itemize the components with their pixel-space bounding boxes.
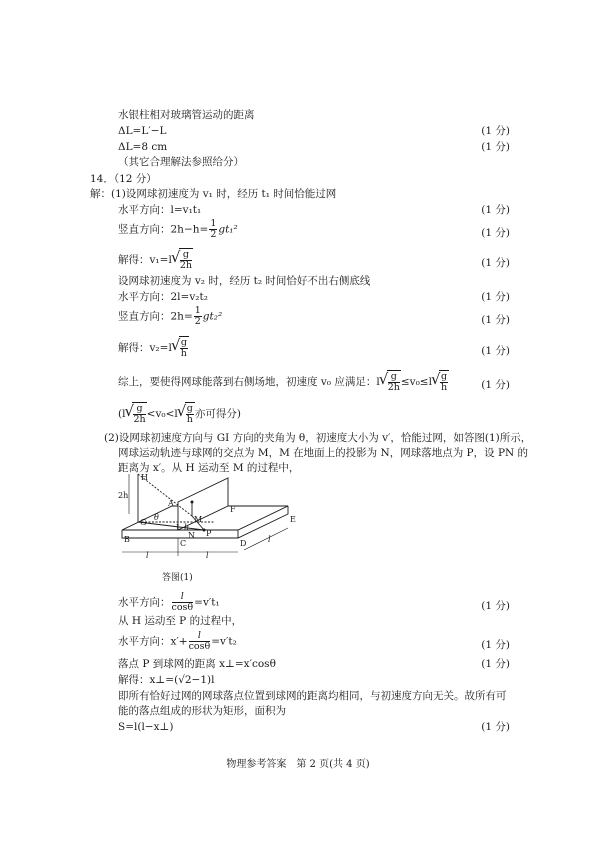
equation-line: 竖直方向：2h−h= $\frac{1}{2}$ gt₁² xyxy=(118,218,238,240)
label-A: A xyxy=(168,499,174,508)
label-D: D xyxy=(240,539,247,548)
label-C: C xyxy=(180,539,187,548)
figure-caption: 答图(1) xyxy=(162,573,193,583)
note-line: (l √ $\frac{g}{2h}$ <v₀<l √ $\frac{g}{h}$ 亦可得分) xyxy=(118,402,241,426)
label-G: G xyxy=(140,518,147,527)
score-mark: (1 分) xyxy=(481,204,510,216)
equation-line: 竖直方向：2h= $\frac{1}{2}$ gt₂² xyxy=(118,305,223,327)
label-H: H xyxy=(141,473,148,482)
equation-line: 水平方向：l=v₁t₁ xyxy=(118,204,202,216)
text-line: 从 H 运动至 P 的过程中， xyxy=(118,615,243,627)
label-M: M xyxy=(194,515,203,524)
equation-line: 水平方向： $\frac{l}{\cos\theta}$ =v′t₁ xyxy=(118,591,220,613)
page-footer: 物理参考答案 第 2 页(共 4 页) xyxy=(226,759,370,770)
fraction: $\frac{1}{2}$ xyxy=(210,218,217,240)
text-line: 水银柱相对玻璃管运动的距离 xyxy=(118,109,255,121)
equation-line: 落点 P 到球网的距离 x⊥=x′cosθ xyxy=(118,658,276,670)
label-l: l xyxy=(206,551,209,560)
equation-line: S=l(l−x⊥) xyxy=(118,721,174,733)
score-mark: (1 分) xyxy=(481,600,510,612)
label-theta: θ xyxy=(154,513,159,522)
score-mark: (1 分) xyxy=(481,721,510,733)
question-header: 14．（12 分） xyxy=(90,173,157,185)
label-E: E xyxy=(290,515,296,524)
label-I: I xyxy=(176,523,180,532)
score-mark: (1 分) xyxy=(481,639,510,651)
label-B: B xyxy=(124,535,130,544)
label-2h: 2h xyxy=(118,491,129,500)
radical: √ $\frac{g}{2h}$ xyxy=(172,248,193,272)
score-mark: (1 分) xyxy=(481,379,510,391)
score-mark: (1 分) xyxy=(481,227,510,239)
equation-line: 解得：x⊥=(√2−1)l xyxy=(118,674,215,686)
score-mark: (1 分) xyxy=(481,125,510,137)
label-h: h xyxy=(184,523,190,532)
text-line: 解：(1)设网球初速度为 v₁ 时，经历 t₁ 时间恰能过网 xyxy=(90,188,337,200)
label-l: l xyxy=(268,535,271,544)
equation-line: ΔL=L′−L xyxy=(118,125,167,137)
answer-figure-1 xyxy=(118,472,318,590)
score-mark: (1 分) xyxy=(481,345,510,357)
equation-line: 解得：v₁=l √ $\frac{g}{2h}$ xyxy=(118,248,193,272)
note-line: （其它合理解法参照给分） xyxy=(118,156,244,168)
label-P: P xyxy=(206,529,212,538)
score-mark: (1 分) xyxy=(481,658,510,670)
label-F: F xyxy=(230,505,236,514)
equation-line: 解得：v₂=l √ $\frac{g}{h}$ xyxy=(118,336,189,360)
equation-line: 水平方向：2l=v₂t₂ xyxy=(118,291,208,303)
text-line: (2)设网球初速度方向与 GI 方向的夹角为 θ，初速度大小为 v′，恰能过网，如答图(1)所示， xyxy=(104,432,532,444)
score-mark: (1 分) xyxy=(481,141,510,153)
text-line: 距离为 x′。从 H 运动至 M 的过程中， xyxy=(118,462,300,474)
equation-line: ΔL=8 cm xyxy=(118,141,168,153)
label-l: l xyxy=(146,551,149,560)
label-N: N xyxy=(188,531,195,540)
equation-line: 水平方向：x′+ $\frac{l}{\cos\theta}$ =v′t₂ xyxy=(118,630,237,652)
text-line: 即所有恰好过网的网球落点位置到球网的距离均相同，与初速度方向无关。故所有可 xyxy=(118,690,507,702)
score-mark: (1 分) xyxy=(481,257,510,269)
text-line: 能的落点组成的形状为矩形，面积为 xyxy=(118,705,286,717)
score-mark: (1 分) xyxy=(481,291,510,303)
text-line: 设网球初速度为 v₂ 时，经历 t₂ 时间恰好不出右侧底线 xyxy=(118,275,371,287)
text-line: 网球运动轨迹与球网的交点为 M，M 在地面上的投影为 N，网球落地点为 P，设 PN 的 xyxy=(118,447,529,459)
score-mark: (1 分) xyxy=(481,314,510,326)
equation-line: 综上，要使得网球能落到右侧场地，初速度 v₀ 应满足：l √ $\frac{g}{2h}$ ≤v₀≤l √ $\frac{g}{h}$ xyxy=(118,370,449,394)
